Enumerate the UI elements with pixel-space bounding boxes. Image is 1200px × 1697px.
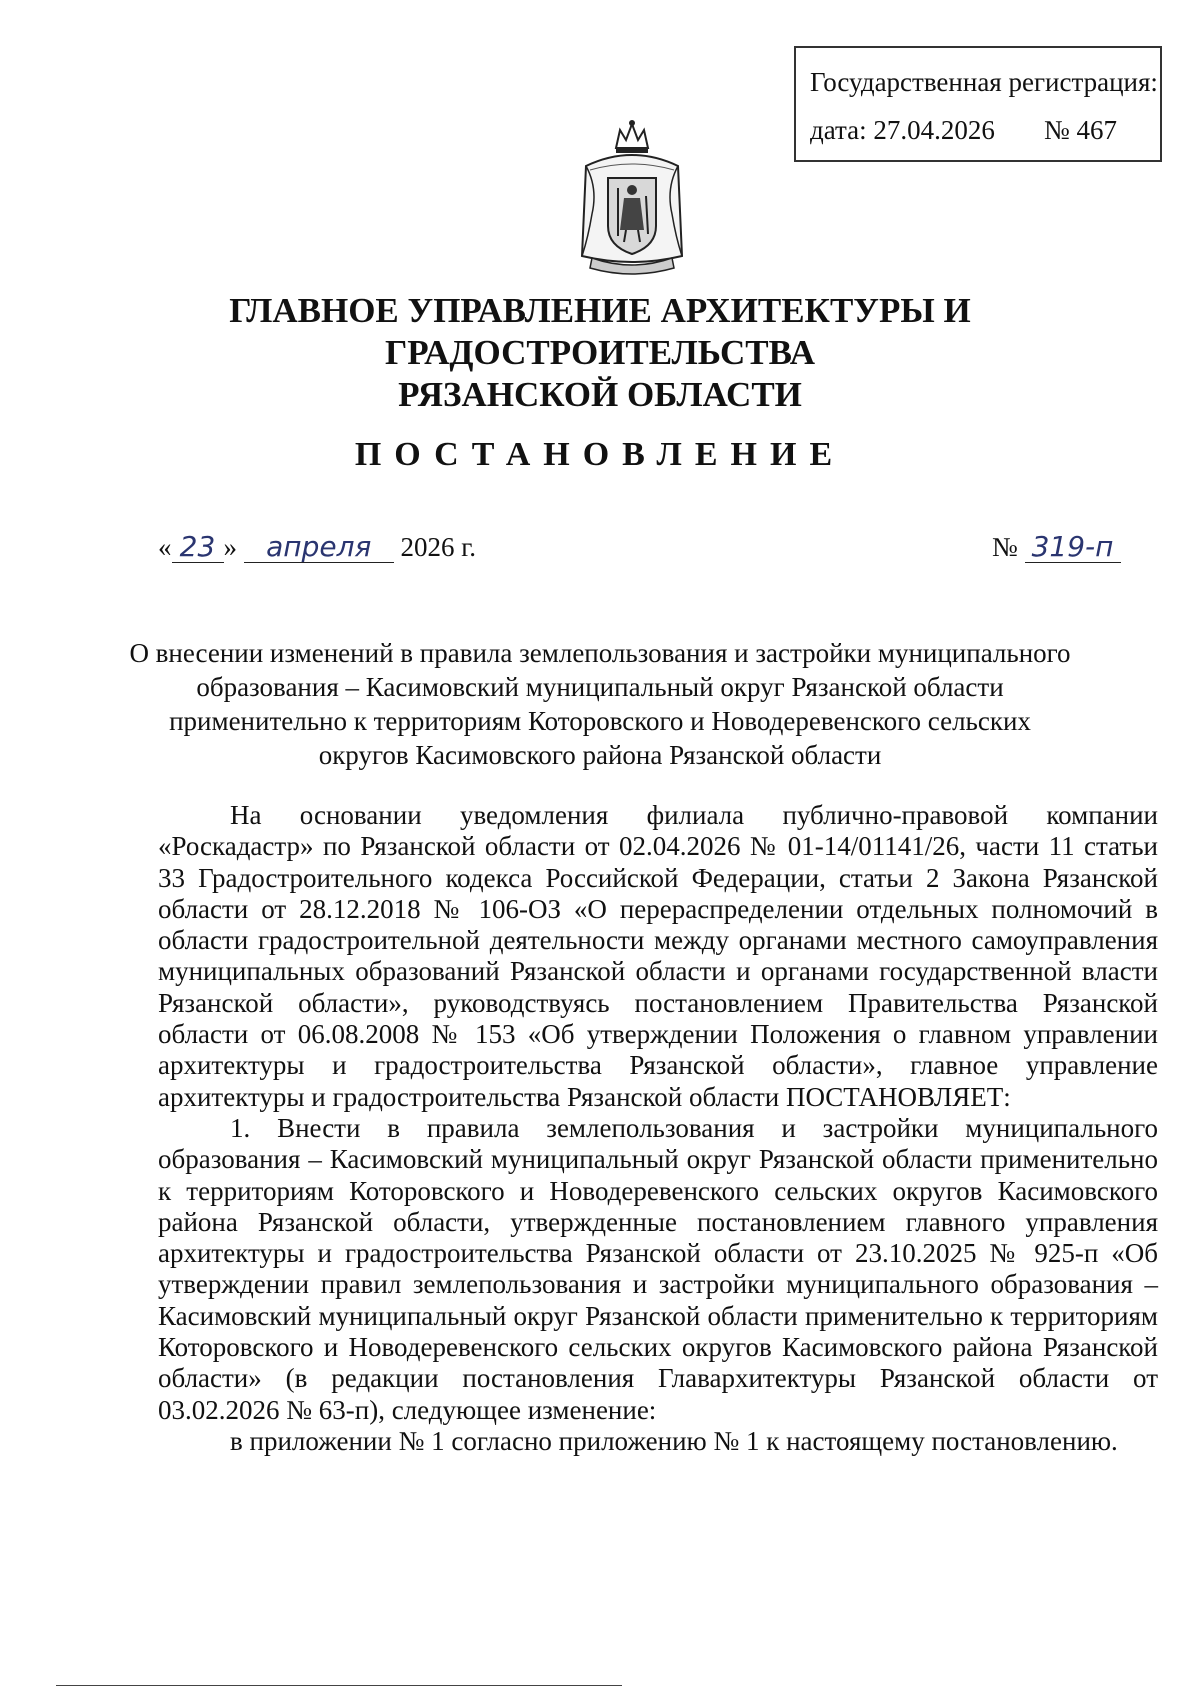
subject-line: О внесении изменений в правила землепользования и застройки муниципального — [129, 638, 1071, 668]
subject-line: образования – Касимовский муниципальный округ Рязанской области — [196, 672, 1004, 702]
subject-line: применительно к территориям Которовского и Новодеревенского сельских — [169, 706, 1031, 736]
document-body — [158, 800, 1158, 1457]
item-1-detail-paragraph: в приложении № 1 согласно приложению № 1 к настоящему постановлению. — [230, 1425, 1118, 1456]
document-type-title: ПОСТАНОВЛЕНИЕ — [354, 436, 846, 473]
coat-of-arms-icon — [578, 118, 686, 278]
state-registration-box — [794, 46, 1162, 162]
registration-number: № 467 — [1044, 115, 1118, 145]
handwritten-month: апреля — [244, 532, 394, 563]
date-year: 2026 г. — [400, 532, 477, 562]
registration-date: дата: 27.04.2026 — [810, 115, 995, 145]
item-1-paragraph: 1. Внести в правила землепользования и застройки муниципального образования – Касимовский муниципальный округ Рязанской области применительно к территориям Которовского и Новодеревенского сельских округов Касимовского района Рязанской области, утвержденные постановлением главного управления архитектуры и градостроительства Рязанской области от 23.10.2025 № 925-п «Об утверждении правил землепользования и застройки муниципального образования – Касимовский муниципальный округ Рязанской области применительно к территориям Которовского и Новодеревенского сельских округов Касимовского района Рязанской области» (в редакции постановления Главархитектуры Рязанской области от 03.02.2026 № 63-п), следующее изменение: — [158, 1112, 1158, 1425]
organization-line-2: РЯЗАНСКОЙ ОБЛАСТИ — [398, 375, 802, 414]
document-number — [992, 532, 1121, 563]
document-subject — [110, 636, 1090, 772]
handwritten-day: 23 — [172, 532, 224, 563]
registration-title: Государственная регистрация: — [810, 67, 1158, 97]
date-close-quote: » — [223, 532, 237, 562]
subject-line: округов Касимовского района Рязанской области — [318, 740, 882, 770]
handwritten-number: 319-п — [1025, 532, 1121, 563]
date-open-quote: « — [158, 532, 172, 562]
number-label: № — [992, 532, 1018, 562]
document-date — [158, 532, 476, 563]
footer-divider — [56, 1685, 622, 1686]
organization-name — [60, 290, 1140, 416]
organization-line-1: ГЛАВНОЕ УПРАВЛЕНИЕ АРХИТЕКТУРЫ И ГРАДОСТРОИТЕЛЬСТВА — [229, 291, 971, 372]
preamble-paragraph: На основании уведомления филиала публично-правовой компании «Роскадастр» по Рязанской области от 02.04.2026 № 01-14/01141/26, части 11 статьи 33 Градостроительного кодекса Российской Федерации, статьи 2 Закона Рязанской области от 28.12.2018 № 106-ОЗ «О перераспределении отдельных полномочий в области градостроительной деятельности между органами местного самоуправления муниципальных образований Рязанской области и органами государственной власти Рязанской области», руководствуясь постановлением Правительства Рязанской области от 06.08.2008 № 153 «Об утверждении Положения о главном управлении архитектуры и градостроительства Рязанской области», главное управление архитектуры и градостроительства Рязанской области ПОСТАНОВЛЯЕТ: — [158, 800, 1158, 1112]
